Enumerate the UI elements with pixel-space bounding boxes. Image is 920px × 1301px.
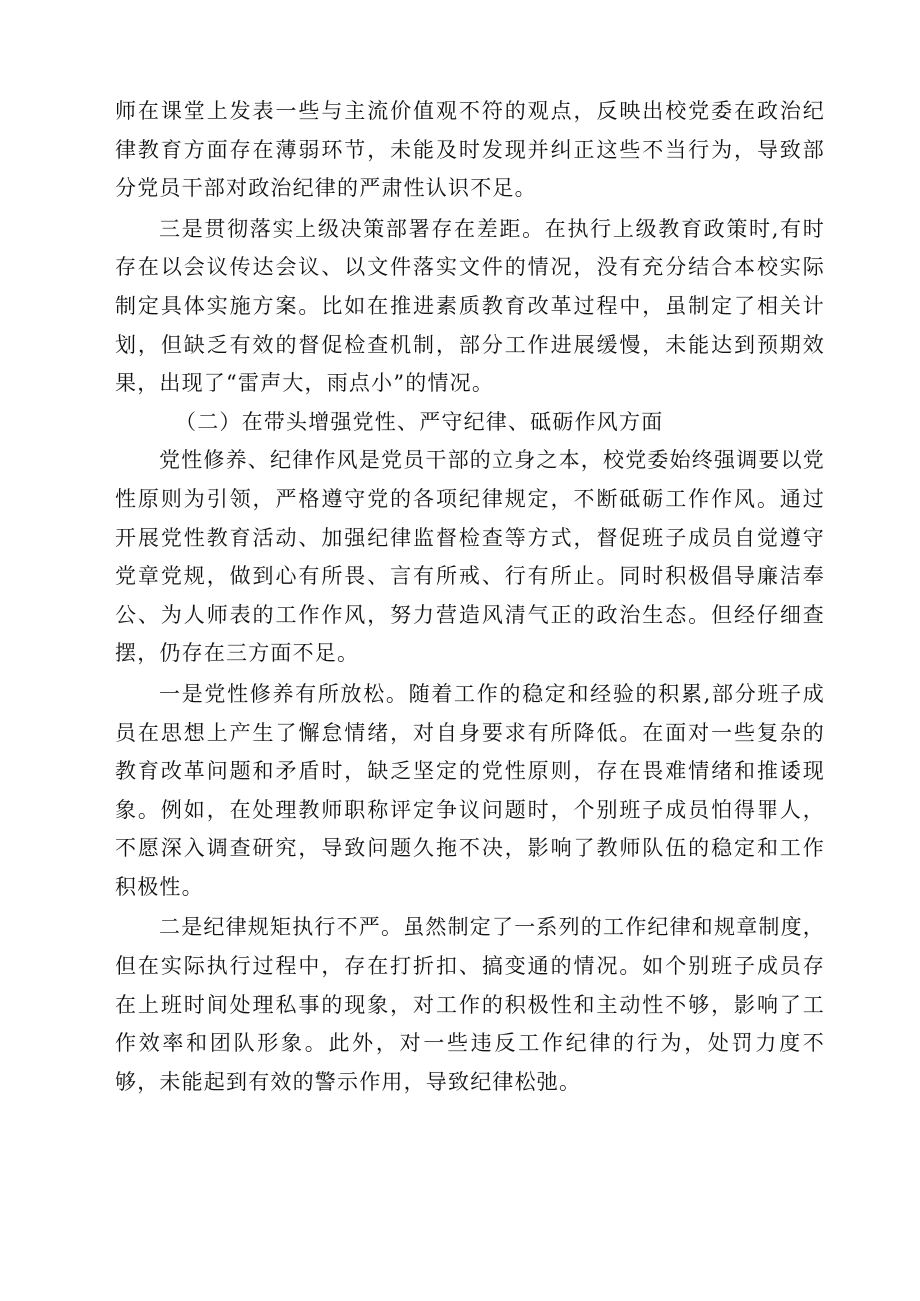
paragraph-continuation: 师在课堂上发表一些与主流价值观不符的观点，反映出校党委在政治纪律教育方面存在薄弱环节，未能及时发现并纠正这些不当行为，导致部分党员干部对政治纪律的严肃性认识不足。: [115, 99, 825, 201]
paragraph-item-one: 一是党性修养有所放松。随着工作的稳定和经验的积累,部分班子成员在思想上产生了懈怠情绪，对自身要求有所降低。在面对一些复杂的教育改革问题和矛盾时，缺乏坚定的党性原则，存在畏难情绪和推诿现象。例如，在处理教师职称评定争议问题时，个别班子成员怕得罪人，不愿深入调查研究，导致问题久拖不决，影响了教师队伍的稳定和工作积极性。: [115, 681, 825, 899]
paragraph-item-three: 三是贯彻落实上级决策部署存在差距。在执行上级教育政策时,有时存在以会议传达会议、以文件落实文件的情况，没有充分结合本校实际制定具体实施方案。比如在推进素质教育改革过程中，虽制定了相关计划，但缺乏有效的督促检查机制，部分工作进展缓慢，未能达到预期效果，出现了“雷声大，雨点小”的情况。: [115, 216, 825, 396]
section-heading: （二）在带头增强党性、严守纪律、砥砺作风方面: [175, 409, 664, 434]
paragraph-intro: 党性修养、纪律作风是党员干部的立身之本，校党委始终强调要以党性原则为引领，严格遵守党的各项纪律规定，不断砥砺工作作风。通过开展党性教育活动、加强纪律监督检查等方式，督促班子成员自觉遵守党章党规，做到心有所畏、言有所戒、行有所止。同时积极倡导廉洁奉公、为人师表的工作作风，努力营造风清气正的政治生态。但经仔细查摆，仍存在三方面不足。: [115, 448, 825, 666]
paragraph-item-two: 二是纪律规矩执行不严。虽然制定了一系列的工作纪律和规章制度，但在实际执行过程中，存在打折扣、搞变通的情况。如个别班子成员存在上班时间处理私事的现象，对工作的积极性和主动性不够，影响了工作效率和团队形象。此外，对一些违反工作纪律的行为，处罚力度不够，未能起到有效的警示作用，导致纪律松弛。: [115, 915, 825, 1094]
